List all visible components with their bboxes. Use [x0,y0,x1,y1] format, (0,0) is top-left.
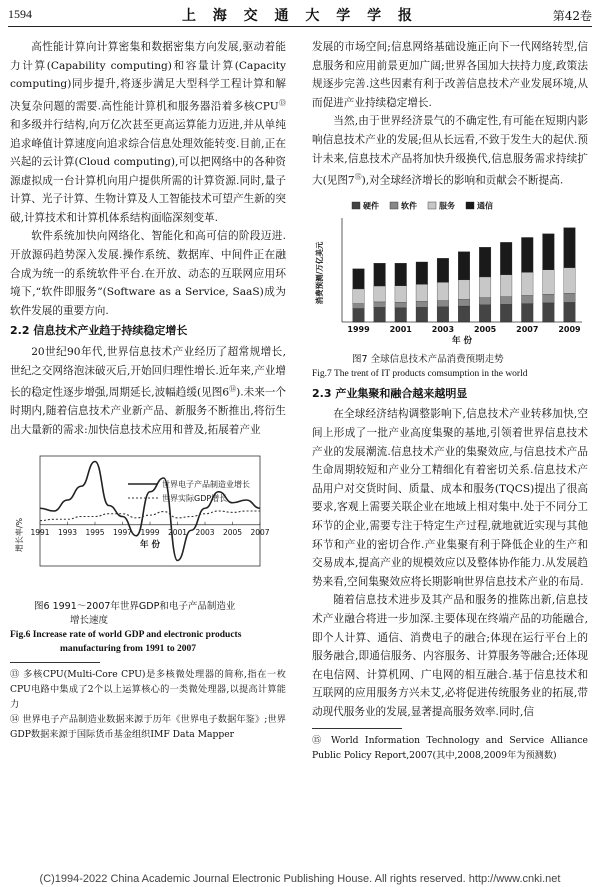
figure-6-caption: 图6 1991～2007年世界GDP和电子产品制造业 增长速度 Fig.6 Increase rate of world GDP and electronic products manufacturing from 1991 to 2007 [10,601,242,655]
bar-segment-服务 [500,275,512,297]
bar-segment-软件 [564,294,576,303]
x-tick-label: 2003 [431,325,455,335]
bar-segment-软件 [353,304,365,309]
bar-segment-通信 [395,263,407,286]
paragraph: 在全球经济结构调整影响下,信息技术产业转移加快,空间上形成了一批产业高度集聚的基地,引领着世界信息技术产业的发展潮流.信息技术产业的集聚效应,与信息技术产品生命周期较短和产业分工精细化有着密切关系.信息技术产品用户对交货时间、质量、成本和服务(TQCS)提出了很高要求,客观上需要关联企业在地域上相对集中.处于不同分工环节的企业,需要专注于特定生产过程,就地就近实现与其他环节和产业的密切合作.产业集聚有利于降低企业的生产和交易成本,提高产业的规模效应以及整体协作能力.从发展趋势来看,空间集聚效应将长期影响世界信息技术产业的布局. [312,408,588,588]
y-axis-label: 增长率/% [15,517,24,552]
legend-label: 软件 [401,201,417,211]
figure-6 [10,446,286,657]
x-tick-label: 1993 [57,527,78,537]
bar-segment-硬件 [395,308,407,322]
bar-segment-通信 [374,263,386,286]
x-tick-label: 2001 [167,527,188,537]
footnote-divider [312,728,402,729]
right-column [312,38,588,763]
left-column [10,38,286,742]
paragraph: 随着信息技术进步及其产品和服务的推陈出新,信息技术产业融合将进一步加深.主要体现在终端产品的功能融合,即个人计算、通信、消费电子的融合;体现在运行平台上的服务融合,即通信服务、内容服务、计算服务等融合;还体现在电信网、计算机网、广电网的相互融合.基于信息技术和互联网的应用服务方兴未艾,必将促进传统服务业的拓展,带动现代服务业的发展,显著提高服务效率.同时,信 [312,594,588,718]
bar-segment-软件 [543,295,555,304]
paragraph: 发展的市场空间;信息网络基础设施正向下一代网络转型,信息服务和应用前景更加广阔;世界各国加大扶持力度,政策法规逐步完善.这些因素有利于改善信息技术产业发展环境,从而促进产业持续稳定增长. [312,41,588,109]
bar-segment-硬件 [353,309,365,322]
bar-segment-通信 [437,259,449,283]
bar-segment-通信 [353,269,365,289]
volume-label: 第42卷 [552,9,592,23]
legend-label: 世界实际GDP增长 [162,493,228,503]
figure-7 [312,196,588,381]
y-axis-label: 消费预测/万亿美元 [315,241,324,305]
legend-swatch [390,202,398,209]
x-tick-label: 1999 [347,325,370,335]
bar-segment-服务 [437,283,449,301]
bar-segment-通信 [521,238,533,273]
line-chart [10,446,286,594]
bar-segment-硬件 [564,303,576,323]
figure-7-caption: 图7 全球信息技术产品消费预期走势 Fig.7 The trent of IT products comsumption in the world [312,353,528,379]
paragraph: 20世纪90年代,世界信息技术产业经历了超常规增长,世纪之交网络泡沫破灭后,开始回归理性增长.近年来,产业增长的稳定性逐步增强,周期延长,波幅趋缓(见图6⑭).未来一个时期内,随着信息技术产业新产品、新服务不断推出,将衍生出大量新的需求:加快信息技术应用和普及,拓展着产业 [10,346,286,436]
bar-segment-软件 [416,302,428,308]
footnote-13: ⑬ 多核CPU(Multi-Core CPU)是多核微处理器的简称,指在一枚CPU电路中集成了2个以上运算核心的一类微处理器,以提高计算能力 [10,669,286,711]
bar-segment-硬件 [543,303,555,322]
bar-segment-软件 [374,302,386,307]
x-tick-label: 2009 [558,325,581,335]
bar-segment-软件 [500,297,512,305]
bar-segment-硬件 [458,306,470,322]
x-tick-label: 2005 [222,527,243,537]
bar-segment-硬件 [416,308,428,323]
section-heading: 2.2 信息技术产业趋于持续稳定增长 [10,324,188,338]
bar-segment-软件 [458,300,470,307]
x-axis-label: 年 份 [140,539,160,550]
paragraph: 高性能计算向计算密集和数据密集方向发展,驱动着能力计算(Capability computing)和容量计算(Capacity computing)同步提升,将逐步满足大型科学工程计算和解决复杂问题的需要.高性能计算机和服务器沿着多核CPU⑬和多级并行结构,向万亿次甚至更高运算能力迈进,并从单纯追求峰值计算速度向追求综合信息处理效能转变.目前,正在兴起的云计算(Cloud computing),可以把网络中的各种资源虚拟成一台计算机向用户提供所需的计算资源.同时,量子计算、光子计算、生物计算及人工智能技术可望产生新的突破,计算技术和计算机体系结构面临深刻变革. [10,41,286,224]
x-tick-label: 2001 [389,325,412,335]
bar-segment-服务 [521,273,533,296]
journal-title: 上 海 交 通 大 学 学 报 [181,8,419,24]
x-tick-label: 1991 [30,527,50,537]
bar-segment-服务 [353,289,365,304]
bar-segment-服务 [543,270,555,295]
paragraph: 软件系统加快向网络化、智能化和高可信的阶段迈进.开放源码趋势深入发展.操作系统、数据库、中间件正在融合成为统一的系统软件平台.在开放、动态的互联网应用环境下,“软件即服务”(Software as a Service, SaaS)成为软件发展的重要方向. [10,230,286,317]
bar-segment-通信 [543,234,555,270]
bar-segment-硬件 [437,307,449,322]
paragraph: 当然,由于世界经济景气的不确定性,有可能在短期内影响信息技术产业的发展;但从长远看,不致于发生大的起伏.预计未来,信息技术产品将加快升级换代,信息服务需求持续扩大(见图7⑮),对全球经济增长的影响和贡献会不断提高. [312,115,588,187]
x-axis-label: 年 份 [452,336,472,347]
bar-segment-软件 [437,301,449,307]
footnote-divider [10,662,100,663]
legend-label: 通信 [477,201,493,211]
copyright-footer: (C)1994-2022 China Academic Journal Electronic Publishing House. All rights reserved. http://www.cnki.net [39,873,561,885]
x-tick-label: 1995 [85,527,105,537]
bar-segment-软件 [395,303,407,308]
page-number: 1594 [8,7,32,21]
bar-segment-服务 [479,277,491,298]
bar-segment-服务 [564,268,576,294]
x-tick-label: 2003 [195,527,215,537]
footnote-14: ⑭ 世界电子产品制造业数据来源于历年《世界电子数据年鉴》;世界GDP数据来源于国际货币基金组织IMF Data Mapper [10,714,286,741]
bar-segment-通信 [416,262,428,284]
x-tick-label: 2007 [516,325,539,335]
legend-label: 硬件 [363,201,379,211]
bar-segment-通信 [458,252,470,280]
bar-segment-服务 [374,286,386,302]
bar-segment-硬件 [500,305,512,323]
bar-segment-通信 [500,243,512,275]
section-heading: 2.3 产业集聚和融合越来越明显 [312,386,468,400]
legend-label: 世界电子产品制造业增长 [162,479,250,489]
bar-segment-软件 [479,298,491,305]
bar-segment-硬件 [521,304,533,322]
legend-swatch [466,202,474,209]
bar-segment-硬件 [479,305,491,322]
bar-segment-通信 [479,248,491,278]
bar-segment-服务 [458,280,470,300]
x-tick-label: 1997 [112,527,133,537]
footnote-15: ⑮ World Information Technology and Service Alliance Public Policy Report,2007(其中,2008,2009年为预测数) [312,734,588,761]
legend-swatch [352,202,360,209]
bar-segment-服务 [416,285,428,302]
bar-segment-通信 [564,228,576,268]
x-tick-label: 2005 [473,325,497,335]
series-line-gdp [40,511,260,521]
bar-chart [312,196,588,346]
x-tick-label: 2007 [250,527,270,537]
bar-segment-服务 [395,286,407,303]
legend-label: 服务 [439,201,455,211]
page-header [8,2,592,27]
legend-swatch [428,202,436,209]
bar-segment-硬件 [374,308,386,323]
bar-segment-软件 [521,296,533,304]
x-tick-label: 1999 [140,527,160,537]
